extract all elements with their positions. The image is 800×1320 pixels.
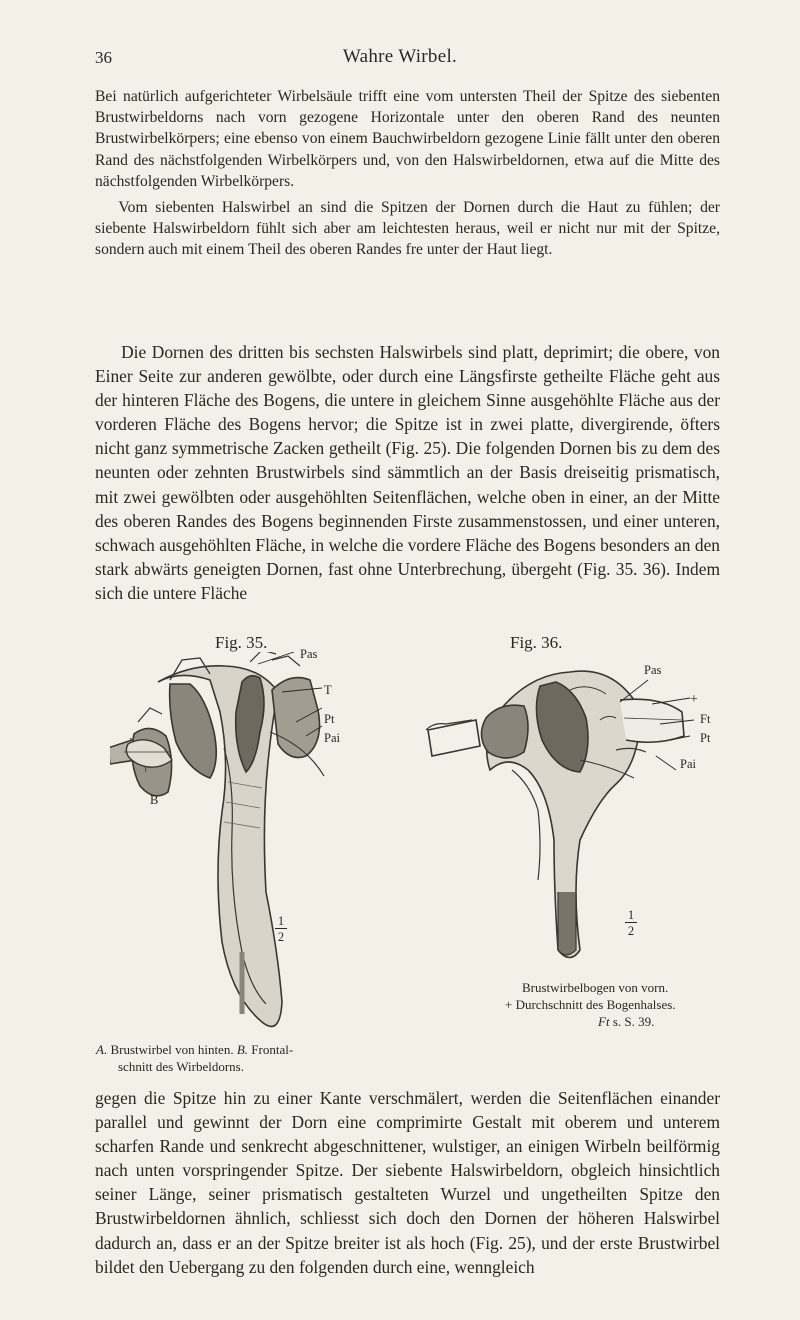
- fig35-scale-denominator: 2: [277, 930, 285, 944]
- fig35-label-b: B: [150, 793, 159, 807]
- small-print-section: [95, 86, 720, 261]
- figure-36-caption-line2: + Durchschnitt des Bogenhalses.: [505, 997, 676, 1012]
- caption-a-text: Brustwirbel von hinten.: [110, 1042, 234, 1057]
- caption-ft-reference: s. S. 39.: [609, 1014, 655, 1029]
- figure-36-illustration: [420, 660, 720, 980]
- fig35-label-pai: Pai: [324, 731, 340, 745]
- caption-b-marker: B.: [236, 1042, 249, 1057]
- fig36-label-pai: Pai: [680, 757, 696, 771]
- fig36-label-pas: Pas: [644, 663, 662, 677]
- fig36-label-plus: +: [690, 692, 698, 707]
- figure-35-illustration: [110, 652, 410, 1047]
- figure-35-caption: [96, 1041, 426, 1058]
- fig35-label-pt: Pt: [324, 712, 335, 726]
- page-number: 36: [95, 48, 112, 67]
- caption-ft-marker: Ft: [598, 1014, 610, 1029]
- figure-36-caption-line1: Brustwirbelbogen von vorn.: [522, 980, 669, 995]
- running-title: Wahre Wirbel.: [342, 46, 458, 67]
- caption-b-text: Frontal-: [251, 1042, 294, 1057]
- caption-a-marker: A.: [96, 1042, 108, 1057]
- figure-36-caption-line3: [598, 1013, 654, 1030]
- figure-35-title: Fig. 35.: [215, 633, 268, 652]
- paragraph-horizontal-line: Bei natürlich aufgerichteter Wirbelsäule trifft eine vom untersten Theil der Spitze des siebenten Brustwirbeldorns nach vorn gezogene Horizontale unter den oberen Rand des neunten Brustwirbelkörpers; eine ebenso von einem Bauchwirbeldorn gezogene Linie fällt unter den oberen Rand des nächstfolgenden Wirbelkörpers und, von den Halswirbeldornen, etwa auf die Mitte des nächstfolgenden Wirbelkörpers.: [95, 88, 720, 190]
- fig36-label-pt: Pt: [700, 731, 711, 745]
- fig35-label-pas: Pas: [300, 647, 318, 661]
- paragraph-palpation: Vom siebenten Halswirbel an sind die Spitzen der Dornen durch die Haut zu fühlen; der siebente Halswirbeldorn fühlt sich aber am leichtesten heraus, weil er nicht nur mit der Spitze, sondern auch mit einem Theil des oberen Randes fre unter der Haut liegt.: [95, 199, 720, 259]
- paragraph-continuation: gegen die Spitze hin zu einer Kante verschmälert, werden die Seitenflächen einander parallel und gewinnt der Dorn eine comprimirte Gestalt mit oberem und unterem scharfen Rande und senkrecht abgeschnittener, wulstiger, an einigen Wirbeln beilförmig nach unten vorspringender Spitze. Der siebente Halswirbeldorn, obgleich hinsichtlich seiner Länge, seiner prismatisch gestalteten Wurzel und ungetheilten Spitze den Brustwirbeldornen ähnlich, schliesst sich doch den Dornen der höheren Halswirbel dadurch an, dass er an der Spitze breiter ist als hoch (Fig. 25), und der erste Brustwirbel bildet den Uebergang zu den folgenden durch eine, wenngleich: [95, 1088, 720, 1277]
- fig36-label-ft: Ft: [700, 712, 711, 726]
- paragraph-dornen: Die Dornen des dritten bis sechsten Halswirbels sind platt, deprimirt; die obere, von Einer Seite zur anderen gewölbte, oder durch eine Längsfirste getheilte Fläche geht aus der hinteren Fläche des Bogens, die untere in gleichem Sinne ausgehöhlte Fläche aus der vorderen Fläche des Bogens hervor; die Spitze ist in zwei platte, divergirende, öfters nicht ganz symmetrische Zacken getheilt (Fig. 25). Die folgenden Dornen bis zu dem des neunten oder zehnten Brustwirbels sind sämmtlich an der Basis dreiseitig prismatisch, mit zwei gewölbten oder ausgehöhlten Seitenflächen, welche oben in einer, an der Mitte des oberen Randes des Bogens beginnenden Firste zusammenstossen, und einer unteren, schwach ausgehöhlten Fläche, in welche die vordere Fläche des Bogens besonders an den stark abwärts geneigten Dornen, fast ohne Unterbrechung, übergeht (Fig. 35. 36). Indem sich die untere Fläche: [95, 342, 720, 603]
- fig36-scale-numerator: 1: [625, 909, 637, 923]
- figure-35-caption-line2: schnitt des Wirbeldorns.: [118, 1059, 244, 1074]
- figure-36-title: Fig. 36.: [510, 633, 563, 652]
- fig35-scale-numerator: 1: [275, 915, 287, 929]
- fig36-scale-denominator: 2: [627, 924, 635, 938]
- fig35-label-t: T: [324, 683, 332, 697]
